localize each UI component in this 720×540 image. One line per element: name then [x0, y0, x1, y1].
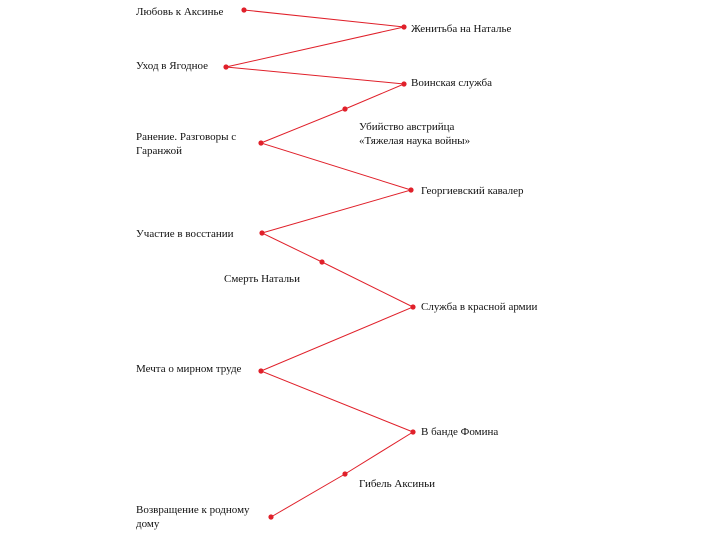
timeline-path: [226, 10, 413, 517]
event-label-aksinya-death: Гибель Аксиньи: [359, 478, 435, 490]
timeline-node-12: [410, 429, 415, 434]
event-label-natalya-death: Смерть Натальи: [224, 273, 300, 285]
event-label-red-army: Служба в красной армии: [421, 301, 538, 313]
timeline-node-4: [401, 81, 406, 86]
timeline-node-1: [241, 7, 246, 12]
event-label-leaving-yagodnoe: Уход в Ягодное: [136, 60, 208, 72]
timeline-node-11: [258, 368, 263, 373]
timeline-node-13: [342, 471, 347, 476]
event-label-return-home: Возвращение к родному дому: [136, 504, 250, 530]
event-label-wound-garanzha: Ранение. Разговоры с Гаранжой: [136, 131, 237, 157]
event-label-uprising: Участие в восстании: [136, 228, 234, 240]
timeline-node-7: [408, 187, 413, 192]
timeline-node-3: [223, 64, 228, 69]
timeline-node-5: [342, 106, 347, 111]
event-label-marriage-natalya: Женитьба на Наталье: [411, 23, 512, 35]
timeline-node-8: [259, 230, 264, 235]
event-label-peaceful-labor: Мечта о мирном труде: [136, 363, 242, 375]
event-label-love-aksinya: Любовь к Аксинье: [136, 6, 224, 18]
timeline-node-9: [319, 259, 324, 264]
event-label-fomin-gang: В банде Фомина: [421, 426, 499, 438]
timeline-node-10: [410, 304, 415, 309]
timeline-node-6: [258, 140, 263, 145]
event-label-george-cavalier: Георгиевский кавалер: [421, 185, 524, 197]
event-label-military-service: Воинская служба: [411, 77, 493, 89]
timeline-node-2: [401, 24, 406, 29]
event-label-killing-austrian: Убийство австрийца «Тяжелая наука войны»: [359, 121, 471, 147]
timeline-nodes: [223, 7, 415, 519]
